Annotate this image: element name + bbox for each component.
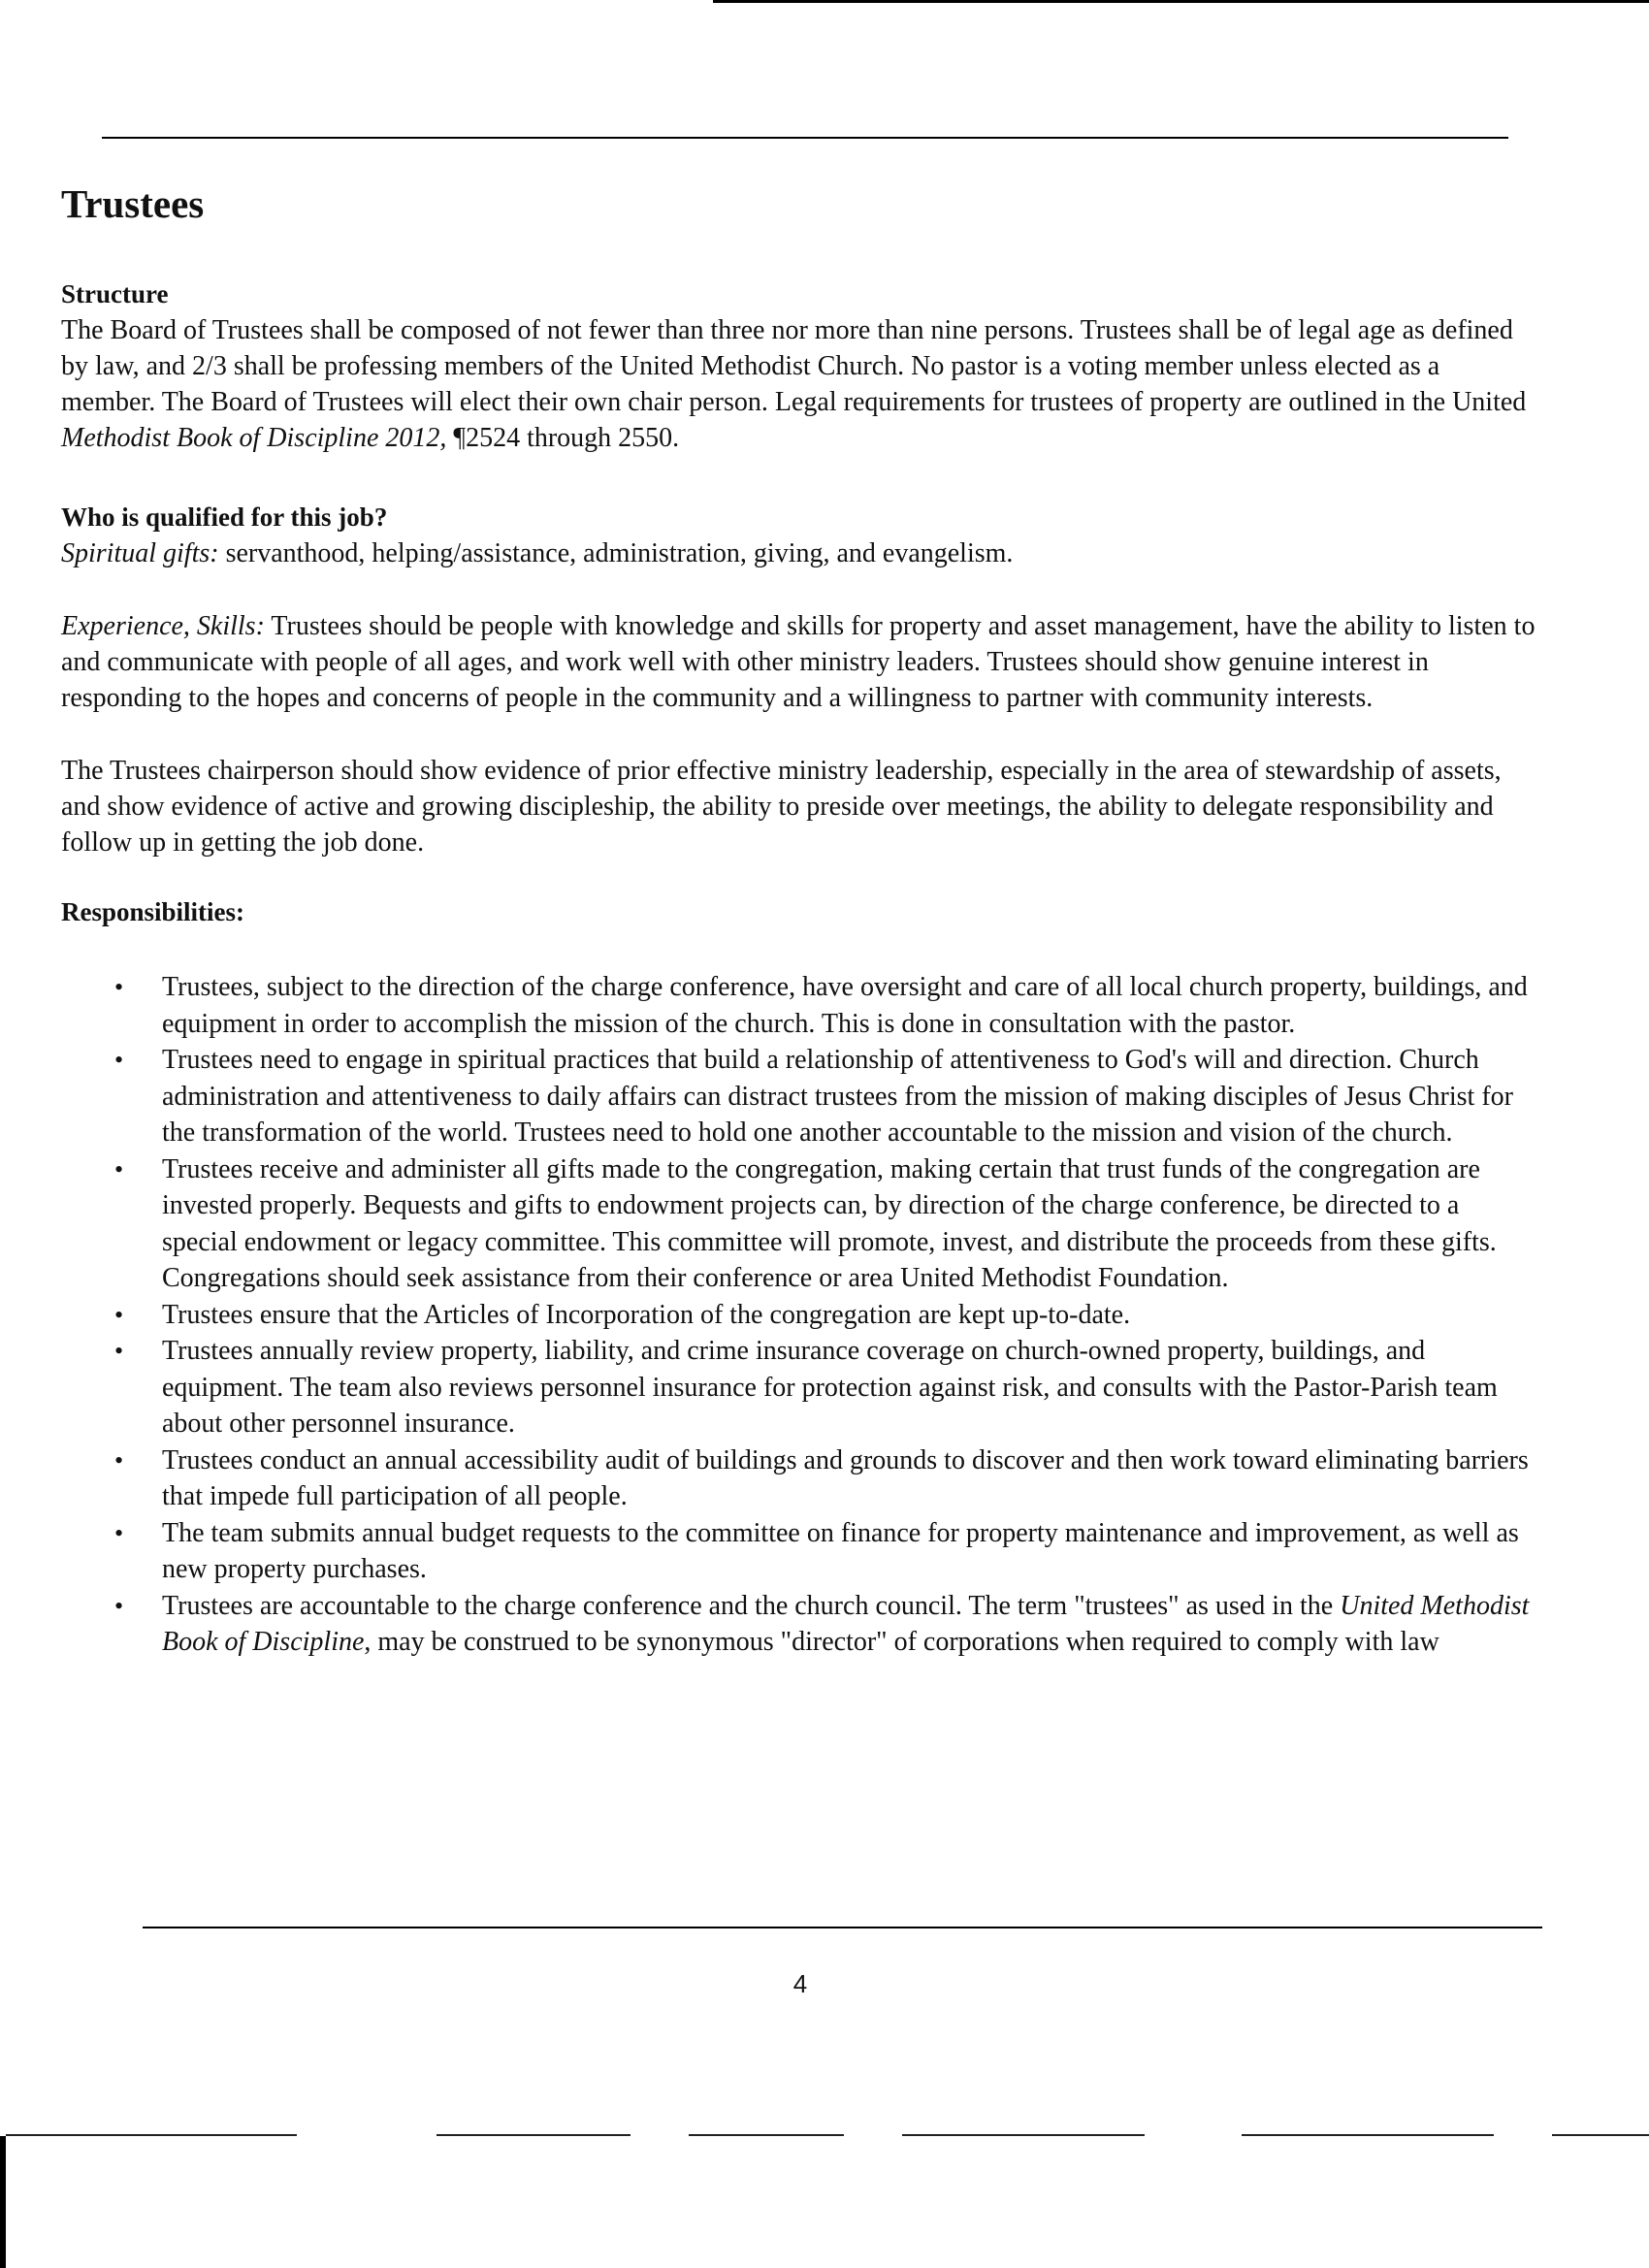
scan-bottom-line [1242, 2134, 1494, 2136]
structure-text-1: The Board of Trustees shall be composed of not fewer than three nor more than nine persons. Trustees shall be of legal age as defined by law, and 2/3 shall be professing members of the United Methodist Church. No pastor is a voting member unless elected as a member. The Board of Trustees will elect their own chair person. Legal requirements for trustees of property are outlined in the United [61, 315, 1527, 418]
structure-heading: Structure [61, 279, 169, 309]
scan-bottom-line [902, 2134, 1145, 2136]
qualified-heading: Who is qualified for this job? [61, 502, 388, 533]
bullet-icon: • [114, 1046, 124, 1075]
list-item [61, 1333, 1536, 1442]
list-item [61, 1442, 1536, 1515]
structure-paragraph [61, 312, 1536, 456]
page-number: 4 [792, 1969, 808, 1998]
scan-bottom-line [689, 2134, 844, 2136]
scan-bottom-line [6, 2134, 297, 2136]
structure-text-2: ¶2524 through 2550. [446, 423, 680, 454]
bullet-icon: • [114, 1591, 124, 1620]
experience-label: Experience, Skills: [61, 611, 265, 642]
last-item-text-1: Trustees are accountable to the charge conference and the church council. The term "trustees" as used in the [162, 1590, 1341, 1621]
header-rule [102, 137, 1508, 139]
responsibilities-list [61, 969, 1536, 1661]
bullet-icon: • [114, 1518, 124, 1547]
list-item-text: Trustees, subject to the direction of the charge conference, have oversight and care of all local church property, buildings, and equipment in order to accomplish the mission of the church. This is done in consultation with the pastor. [162, 972, 1528, 1039]
footer-rule [143, 1927, 1542, 1928]
structure-book-title: Methodist Book of Discipline 2012, [61, 423, 447, 454]
list-item [61, 969, 1536, 1042]
page-title: Trustees [61, 181, 205, 226]
experience-text: Trustees should be people with knowledge and skills for property and asset management, have the ability to listen to and communicate with people of all ages, and work well with other ministry leaders. Trustees should show genuine interest in responding to the hopes and concerns of people in the community and a willingness to partner with community interests. [61, 611, 1536, 714]
scan-top-edge [713, 0, 1649, 3]
list-item-text: Trustees ensure that the Articles of Incorporation of the congregation are kept up-to-date. [162, 1299, 1131, 1330]
list-item [61, 1151, 1536, 1297]
scan-bottom-line [1552, 2134, 1649, 2136]
list-item [61, 1297, 1536, 1334]
responsibilities-heading: Responsibilities: [61, 897, 245, 927]
list-item-text: Trustees annually review property, liability, and crime insurance coverage on church-owned property, buildings, and equipment. The team also reviews personnel insurance for protection against risk, and consults with the Pastor-Parish team about other personnel insurance. [162, 1336, 1498, 1440]
bullet-icon: • [114, 1445, 124, 1474]
spiritual-gifts-text: servanthood, helping/assistance, administration, giving, and evangelism. [218, 538, 1014, 569]
bullet-icon: • [114, 1300, 124, 1329]
scan-left-edge [0, 2136, 6, 2268]
experience-paragraph [61, 608, 1536, 716]
list-item-text: Trustees receive and administer all gifts made to the congregation, making certain that trust funds of the congregation are invested properly. Bequests and gifts to endowment projects can, by direction of the charge conference, be directed to a special endowment or legacy committee. This committee will promote, invest, and distribute the proceeds from these gifts. Congregations should seek assistance from their conference or area United Methodist Foundation. [162, 1153, 1497, 1294]
bullet-icon: • [114, 1337, 124, 1366]
chairperson-paragraph: The Trustees chairperson should show evidence of prior effective ministry leadership, especially in the area of stewardship of assets, and show evidence of active and growing discipleship, the ability to preside over meetings, the ability to delegate responsibility and follow up in getting the job done. [61, 756, 1502, 859]
list-item-text: Trustees need to engage in spiritual practices that build a relationship of attentiveness to God's will and direction. Church administration and attentiveness to daily affairs can distract trustees from the mission of making disciples of Jesus Christ for the transformation of the world. Trustees need to hold one another accountable to the mission and vision of the church. [162, 1045, 1513, 1149]
document-page [61, 182, 1536, 1661]
list-item [61, 1515, 1536, 1588]
last-item-book-title: United Methodist Book of Discipline [162, 1590, 1530, 1658]
bullet-icon: • [114, 1154, 124, 1183]
bullet-icon: • [114, 973, 124, 1002]
list-item-text: Trustees conduct an annual accessibility audit of buildings and grounds to discover and then work toward eliminating barriers that impede full participation of all people. [162, 1444, 1529, 1512]
scan-bottom-line [436, 2134, 630, 2136]
list-item [61, 1042, 1536, 1151]
spiritual-gifts-paragraph [61, 535, 1536, 571]
last-item-text-2: , may be construed to be synonymous "director" of corporations when required to comply with law [364, 1627, 1439, 1658]
list-item [61, 1588, 1536, 1661]
spiritual-gifts-label: Spiritual gifts: [61, 538, 219, 569]
list-item-text: The team submits annual budget requests to the committee on finance for property maintenance and improvement, as well as new property purchases. [162, 1517, 1519, 1585]
